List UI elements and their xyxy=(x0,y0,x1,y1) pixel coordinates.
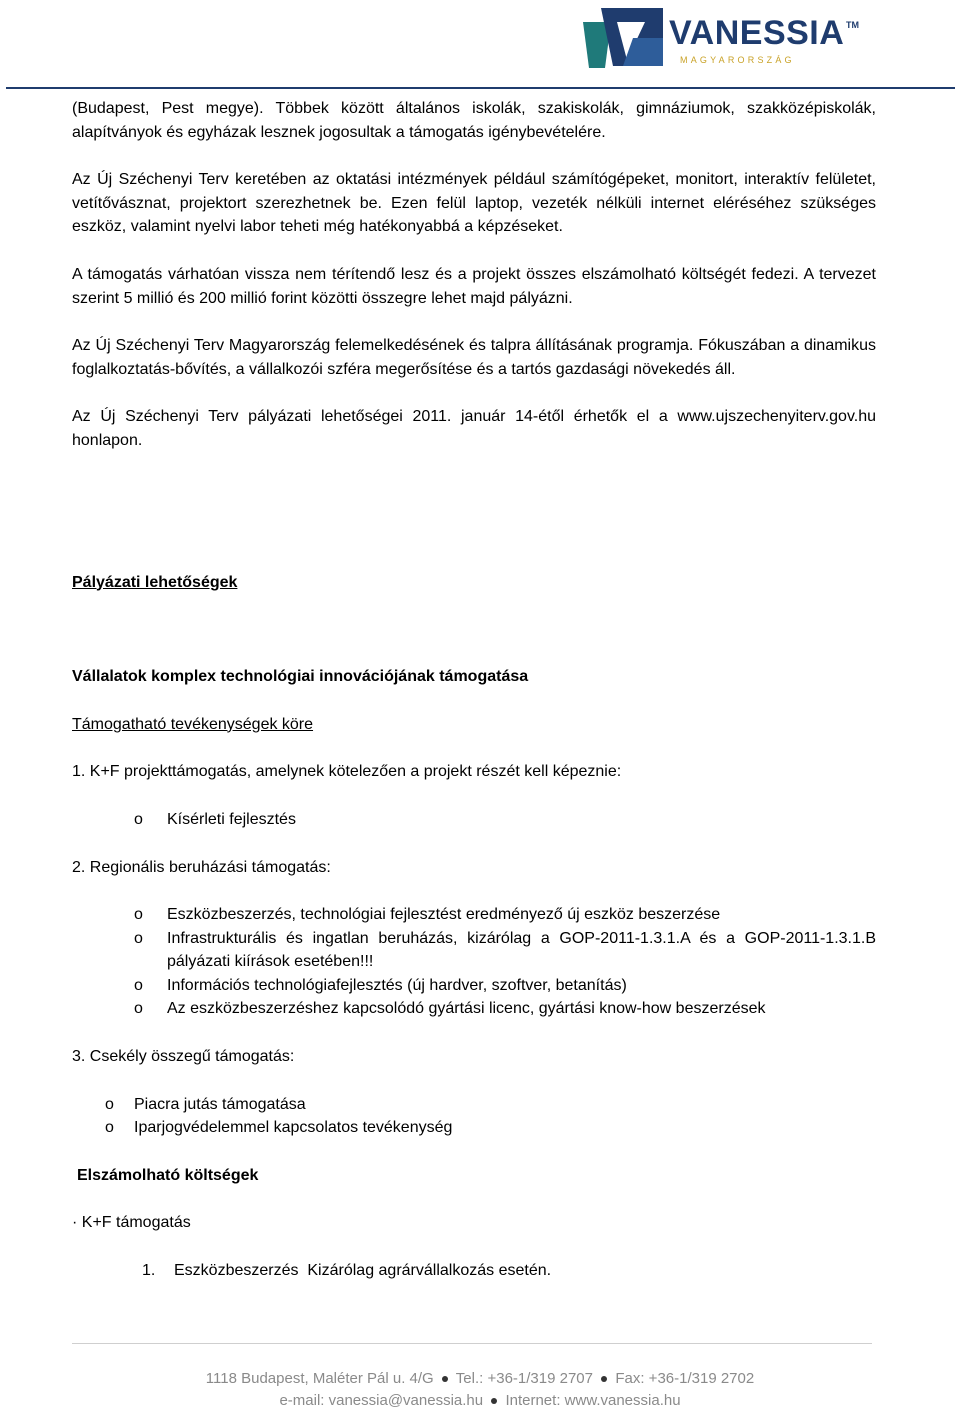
footer-line-2 xyxy=(0,1390,960,1412)
page-footer xyxy=(0,1368,960,1412)
paragraph: Az Új Széchenyi Terv pályázati lehetőségei 2011. január 14-étől érhetők el a www.ujszechenyiterv.gov.hu honlapon. xyxy=(72,408,876,449)
list-item: o Eszközbeszerzés, technológiai fejlesztést eredményező új eszköz beszerzése xyxy=(72,903,876,927)
footer-tel: Tel.: +36-1/319 2707 xyxy=(455,1370,593,1387)
separator-dot-icon xyxy=(442,1376,448,1382)
bullet-icon: o xyxy=(134,976,143,994)
list-item: o Kísérleti fejlesztés xyxy=(72,808,876,832)
list-item: o Infrastrukturális és ingatlan beruházás, kizárólag a GOP-2011-1.3.1.A és a GOP-2011-1.3.1.B pályázati kiírások esetében!!! xyxy=(72,927,876,974)
footer-internet: Internet: www.vanessia.hu xyxy=(505,1392,681,1409)
logo-wordmark: VANESSIA xyxy=(669,14,845,52)
subitem-number: 1. xyxy=(142,1262,156,1280)
footer-divider xyxy=(72,1343,872,1344)
logo-trademark: TM xyxy=(846,20,859,30)
list-item: o Információs technológiafejlesztés (új hardver, szoftver, betanítás) xyxy=(72,974,876,998)
subitem-text: Eszközbeszerzés Kizárólag agrárvállalkozás esetén. xyxy=(174,1262,552,1280)
logo-subtitle: MAGYARORSZÁG xyxy=(680,55,795,65)
group-title: 1. K+F projekttámogatás, amelynek kötelezően a projekt részét kell képeznie: xyxy=(72,763,622,781)
costs-title: Elszámolható költségek xyxy=(77,1166,259,1184)
paragraph: Az Új Széchenyi Terv keretében az oktatási intézmények például számítógépeket, monitort, interaktív felületet, vetítővásznat, projektort szerezhetnek be. Ezen felül laptop, vezeték nélküli internet eléréséhez szükséges eszköz, valamint nyelvi labor teheti még hatékonyabbá a képzéseket. xyxy=(72,171,876,236)
list-item: o Iparjogvédelemmel kapcsolatos tevékenység xyxy=(72,1116,876,1140)
separator-dot-icon xyxy=(491,1398,497,1404)
group-title: 2. Regionális beruházási támogatás: xyxy=(72,858,331,876)
document-body xyxy=(72,97,876,1283)
header-divider xyxy=(6,87,955,89)
bullet-icon: o xyxy=(105,1119,114,1137)
bullet-icon: o xyxy=(105,1095,114,1113)
bullet-icon: o xyxy=(134,810,143,828)
costs-item: · K+F támogatás xyxy=(72,1214,191,1232)
bullet-icon: o xyxy=(134,929,143,947)
section-subheading: Vállalatok komplex technológiai innovációjának támogatása xyxy=(72,668,529,686)
costs-subitem xyxy=(72,1259,876,1283)
paragraph: (Budapest, Pest megye). Többek között általános iskolák, szakiskolák, gimnáziumok, szakközépiskolák, alapítványok és egyházak lesznek jogosultak a támogatás igénybevételére. xyxy=(72,100,876,141)
bullet-list xyxy=(72,903,876,1021)
separator-dot-icon xyxy=(601,1376,607,1382)
bullet-icon: o xyxy=(134,906,143,924)
list-item: o Piacra jutás támogatása xyxy=(72,1093,876,1117)
list-item: o Az eszközbeszerzéshez kapcsolódó gyártási licenc, gyártási know-how beszerzések xyxy=(72,997,876,1021)
paragraph: A támogatás várhatóan vissza nem térítendő lesz és a projekt összes elszámolható költségét fedezi. A tervezet szerint 5 millió és 200 millió forint közötti összegre lehet majd pályázni. xyxy=(72,265,876,307)
footer-line-1 xyxy=(0,1368,960,1390)
section-heading: Pályázati lehetőségek xyxy=(72,573,238,591)
paragraph: Az Új Széchenyi Terv Magyarország felemelkedésének és talpra állításának programja. Fókuszában a dinamikus foglalkoztatás-bővítés, a vállalkozói szféra megerősítése és a tartós gazdasági növekedés áll. xyxy=(72,337,876,378)
page-header xyxy=(0,0,960,90)
group-title: 3. Csekély összegű támogatás: xyxy=(72,1048,295,1066)
bullet-icon: o xyxy=(134,1000,143,1018)
activities-title: Támogatható tevékenységek köre xyxy=(72,715,314,733)
footer-email: e-mail: vanessia@vanessia.hu xyxy=(279,1392,484,1409)
footer-address: 1118 Budapest, Maléter Pál u. 4/G xyxy=(205,1370,434,1387)
bullet-list xyxy=(72,1093,876,1140)
footer-fax: Fax: +36-1/319 2702 xyxy=(615,1370,755,1387)
bullet-list xyxy=(72,808,876,832)
